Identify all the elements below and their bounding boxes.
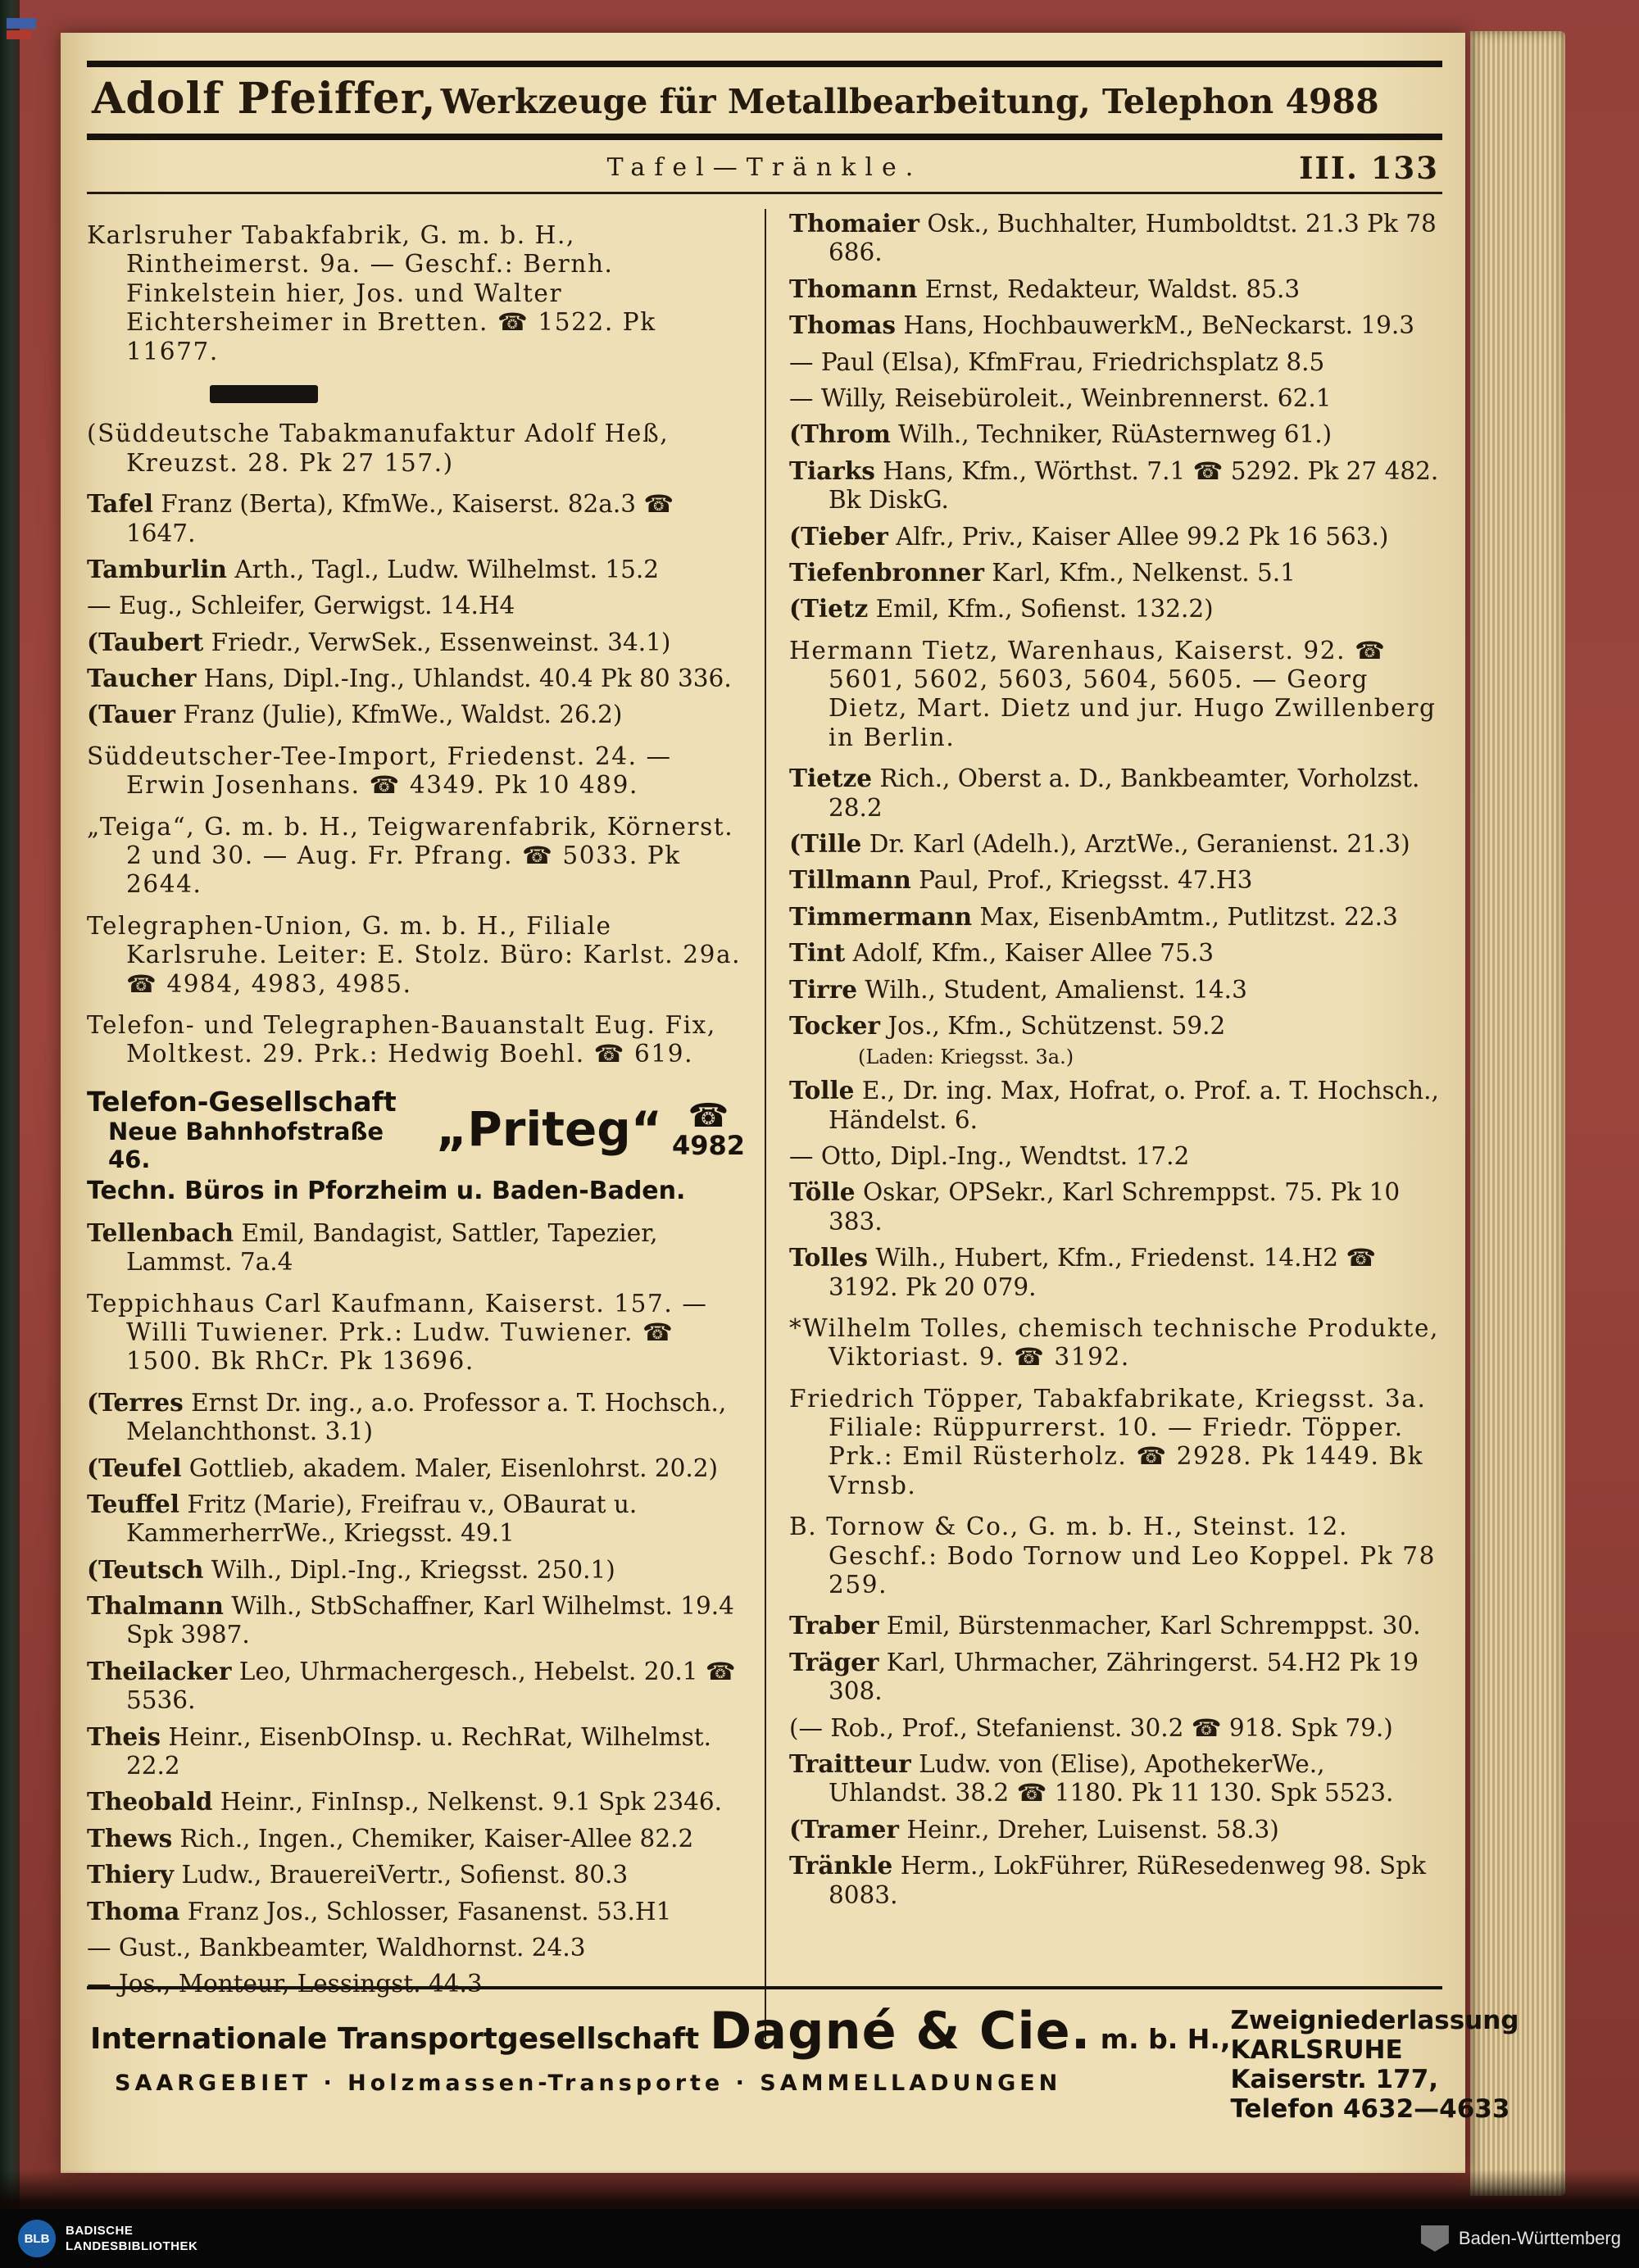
page-number: III. 133: [1299, 150, 1439, 186]
entry-text: Süddeutscher-Tee-Import, Friedenst. 24. — Erwin Josenhans. ☎ 4349. Pk 10 489.: [87, 742, 672, 800]
directory-entry: [789, 975, 1442, 1005]
surname: (Tille: [789, 829, 862, 859]
directory-entry: [789, 1749, 1442, 1808]
entry-text: Dr. Karl (Adelh.), ArztWe., Geranienst. 21.3): [861, 830, 1410, 859]
advert-brand: Dagné & Cie.: [709, 2001, 1092, 2061]
entry-text: Emil, Kfm., Sofienst. 132.2): [868, 595, 1214, 624]
entry-text: Herm., LokFührer, RüResedenweg 98. Spk 8083.: [829, 1852, 1427, 1909]
directory-entry: [87, 1454, 745, 1483]
directory-page: [61, 33, 1519, 2173]
directory-entry: [87, 555, 745, 584]
directory-entry: [789, 1713, 1442, 1743]
surname: Tint: [789, 938, 846, 968]
entry-list-right: [789, 209, 1442, 1910]
surname: (Taubert: [87, 627, 204, 656]
directory-entry: [789, 1648, 1442, 1707]
entry-text: — Otto, Dipl.-Ing., Wendtst. 17.2: [789, 1141, 1190, 1170]
directory-entry: [87, 1591, 745, 1650]
running-head: [87, 140, 1442, 194]
surname: Timmermann: [789, 901, 973, 931]
surname: Traber: [789, 1611, 879, 1640]
surname: Theilacker: [87, 1656, 232, 1685]
scan-footer: [0, 2209, 1639, 2268]
entry-text: Wilh., Student, Amalienst. 14.3: [857, 975, 1247, 1004]
entry-text: — Jos., Monteur, Lessingst. 44.3: [87, 1970, 483, 1998]
priteg-brand: „Priteg“: [436, 1101, 662, 1158]
bottom-advert-line1: [90, 2001, 1231, 2061]
directory-entry: [87, 700, 745, 729]
entry-text: Leo, Uhrmachergesch., Hebelst. 20.1 ☎ 5536.: [126, 1657, 736, 1715]
priteg-phone: [671, 1097, 745, 1162]
directory-entry: [789, 829, 1442, 859]
surname: Tirre: [789, 974, 858, 1004]
entry-text: Hermann Tietz, Warenhaus, Kaiserst. 92. ☎ 5601, 5602, 5603, 5604, 5605. — Georg Dietz, Mart. Dietz und jur. Hugo Zwillenberg in Berlin.: [789, 636, 1437, 751]
entry-text: Telefon- und Telegraphen-Bauanstalt Eug. Fix, Moltkest. 29. Prk.: Hedwig Boehl. ☎ 619.: [87, 1010, 716, 1068]
surname: (Tietz: [789, 594, 869, 624]
directory-entry: [789, 1011, 1442, 1041]
directory-entry: [87, 1010, 745, 1069]
directory-entry: [87, 591, 745, 620]
surname: Tafel: [87, 489, 153, 519]
entry-text: Wilh., Dipl.-Ing., Kriegsst. 250.1): [203, 1555, 615, 1584]
directory-entry: [789, 347, 1442, 377]
directory-entry: [87, 1555, 745, 1585]
phone-icon: ☎: [688, 1097, 729, 1136]
left-column: [87, 209, 765, 2041]
entry-text: Heinr., FinInsp., Nelkenst. 9.1 Spk 2346.: [212, 1788, 722, 1817]
book-spine: [0, 0, 20, 2268]
entry-text: Friedr., VerwSek., Essenweinst. 34.1): [203, 628, 671, 656]
entry-text: Heinr., Dreher, Luisenst. 58.3): [898, 1815, 1279, 1844]
page-content: [61, 33, 1519, 2173]
entry-text: — Eug., Schleifer, Gerwigst. 14.H4: [87, 592, 515, 620]
advert-branch: Zweigniederlassung KARLSRUHE: [1230, 2006, 1519, 2065]
directory-entry: [789, 1611, 1442, 1640]
library-name-line1: BADISCHE: [66, 2223, 134, 2238]
entry-list-left-bottom: [87, 1218, 745, 1999]
directory-entry: [789, 558, 1442, 587]
entry-text: E., Dr. ing. Max, Hofrat, o. Prof. a. T. Hochsch., Händelst. 6.: [829, 1077, 1439, 1134]
directory-entry: [87, 1722, 745, 1781]
surname: (Tramer: [789, 1814, 899, 1844]
entry-text: Hans, Kfm., Wörthst. 7.1 ☎ 5292. Pk 27 482. Bk DiskG.: [829, 456, 1439, 515]
directory-entry: [87, 1933, 745, 1962]
directory-entry: [789, 383, 1442, 413]
state-branding: [1421, 2225, 1621, 2252]
entry-text: Franz Jos., Schlosser, Fasanenst. 53.H1: [179, 1897, 672, 1926]
directory-entry: [789, 420, 1442, 449]
surname: Taucher: [87, 664, 197, 693]
entry-text: Karlsruher Tabakfabrik, G. m. b. H., Rintheimerst. 9a. — Geschf.: Bernh. Finkelstein hier, Jos. und Walter Eichtersheimer in Bretten. ☎ 1522. Pk 11677.: [87, 221, 656, 365]
directory-entry: [789, 636, 1442, 753]
name-range: Tafel—Tränkle.: [606, 153, 923, 182]
library-name-line2: LANDESBIBLIOTHEK: [66, 2239, 198, 2253]
directory-entry: [789, 311, 1442, 340]
entry-text: (Süddeutsche Tabakmanufaktur Adolf Heß, Kreuzst. 28. Pk 27 157.): [87, 420, 670, 477]
directory-entry: [789, 1243, 1442, 1302]
surname: Tocker: [789, 1010, 880, 1040]
entry-text: Paul, Prof., Kriegsst. 47.H3: [910, 866, 1253, 895]
directory-entry: [789, 865, 1442, 895]
advert-text: Werkzeuge für Metallbearbeitung, Telephon 4988: [440, 82, 1379, 121]
entry-text: — Willy, Reisebüroleit., Weinbrennerst. 62.1: [789, 383, 1332, 412]
surname: Tölle: [789, 1177, 856, 1207]
surname: Theis: [87, 1721, 161, 1751]
surname: (Teutsch: [87, 1554, 204, 1584]
surname: Tiefenbronner: [789, 557, 984, 587]
directory-entry: [87, 220, 745, 366]
blb-logo-text: BLB: [24, 2231, 50, 2246]
entry-text: Franz (Julie), KfmWe., Waldst. 26.2): [175, 701, 623, 729]
priteg-branches: Techn. Büros in Pforzheim u. Baden-Baden.: [87, 1176, 686, 1205]
surname: Thomaier: [789, 209, 919, 238]
surname: Thalmann: [87, 1591, 224, 1621]
entry-text: Arth., Tagl., Ludw. Wilhelmst. 15.2: [226, 555, 660, 583]
surname: Tolles: [789, 1243, 869, 1272]
entry-text: (Laden: Kriegsst. 3a.): [858, 1046, 1074, 1069]
entry-text: — Gust., Bankbeamter, Waldhornst. 24.3: [87, 1933, 586, 1962]
entry-list-left-top: [87, 220, 745, 1069]
surname: Thiery: [87, 1860, 175, 1889]
directory-entry: [789, 522, 1442, 551]
directory-entry: [87, 1218, 745, 1277]
entry-text: Emil, Bandagist, Sattler, Tapezier, Lammst. 7a.4: [126, 1218, 658, 1277]
surname: Thomann: [789, 274, 918, 303]
directory-entry: [87, 1897, 745, 1926]
entry-text: Ernst Dr. ing., a.o. Professor a. T. Hochsch., Melanchthonst. 3.1): [126, 1388, 727, 1446]
state-name: Baden-Württemberg: [1458, 2228, 1621, 2248]
directory-entry: [789, 274, 1442, 304]
directory-columns: [87, 194, 1442, 2041]
entry-text: B. Tornow & Co., G. m. b. H., Steinst. 12. Geschf.: Bodo Tornow und Leo Koppel. Pk 78 259.: [789, 1513, 1437, 1599]
entry-text: Gottlieb, akadem. Maler, Eisenlohrst. 20.2): [181, 1454, 719, 1482]
entry-text: *Wilhelm Tolles, chemisch technische Produkte, Viktoriast. 9. ☎ 3192.: [789, 1313, 1439, 1372]
directory-entry: [789, 1177, 1442, 1236]
directory-entry: [789, 1851, 1442, 1910]
bottom-advert: [87, 1986, 1519, 2134]
directory-entry: [87, 489, 745, 548]
directory-entry: [789, 594, 1442, 624]
surname: (Tieber: [789, 521, 888, 551]
directory-entry: [87, 742, 745, 801]
advert-services: SAARGEBIET · Holzmassen-Transporte · SAMMELLADUNGEN: [115, 2071, 1062, 2096]
entry-text: Osk., Buchhalter, Humboldtst. 21.3 Pk 78 686.: [829, 210, 1437, 267]
directory-entry: [789, 1384, 1442, 1501]
library-branding: [18, 2220, 197, 2257]
surname: (Teufel: [87, 1453, 182, 1482]
entry-text: Teppichhaus Carl Kaufmann, Kaiserst. 157. — Willi Tuwiener. Prk.: Ludw. Tuwiener. ☎ 1500. Bk RhCr. Pk 13696.: [87, 1289, 708, 1376]
entry-text: Fritz (Marie), Freifrau v., OBaurat u. KammerherrWe., Kriegsst. 49.1: [126, 1490, 638, 1548]
entry-text: Wilh., Hubert, Kfm., Friedenst. 14.H2 ☎ 3192. Pk 20 079.: [829, 1244, 1377, 1301]
library-name: [66, 2223, 197, 2255]
directory-entry: [87, 812, 745, 900]
directory-entry: [789, 1815, 1442, 1844]
directory-entry: [789, 1313, 1442, 1372]
entry-text: Wilh., Techniker, RüAsternweg 61.): [890, 420, 1333, 449]
priteg-advert: [87, 1086, 745, 1205]
entry-text: — Paul (Elsa), KfmFrau, Friedrichsplatz 8.5: [789, 347, 1325, 376]
directory-entry: [87, 628, 745, 657]
surname: Träger: [789, 1647, 879, 1676]
directory-entry: [87, 1388, 745, 1447]
entry-text: Hans, Dipl.-Ing., Uhlandst. 40.4 Pk 80 336.: [196, 665, 732, 693]
surname: Tiarks: [789, 456, 875, 485]
directory-entry: [789, 1141, 1442, 1171]
entry-text: Ludw. von (Elise), ApothekerWe., Uhlandst. 38.2 ☎ 1180. Pk 11 130. Spk 5523.: [829, 1749, 1394, 1808]
page-edges: [1470, 31, 1565, 2196]
surname: Traitteur: [789, 1749, 911, 1778]
surname: Thomas: [789, 311, 897, 340]
entry-text: Rich., Ingen., Chemiker, Kaiser-Allee 82.2: [172, 1824, 694, 1853]
advert-intro: Internationale Transportgesellschaft: [90, 2022, 710, 2056]
surname: Tolle: [789, 1076, 855, 1105]
entry-text: Karl, Uhrmacher, Zähringerst. 54.H2 Pk 19 308.: [829, 1648, 1419, 1706]
directory-entry: [87, 419, 745, 478]
entry-text: Franz (Berta), KfmWe., Kaiserst. 82a.3 ☎ 1647.: [126, 490, 674, 547]
directory-entry: [789, 1076, 1442, 1135]
entry-text: (— Rob., Prof., Stefanienst. 30.2 ☎ 918. Spk 79.): [789, 1713, 1393, 1742]
surname: Tietze: [789, 764, 873, 793]
entry-text: Hans, HochbauwerkM., BeNeckarst. 19.3: [896, 311, 1415, 340]
entry-text: Alfr., Priv., Kaiser Allee 99.2 Pk 16 563.): [888, 522, 1389, 551]
directory-entry: [789, 764, 1442, 823]
directory-entry: [789, 456, 1442, 515]
entry-text: Emil, Bürstenmacher, Karl Schremppst. 30.: [879, 1612, 1421, 1640]
surname: Theobald: [87, 1787, 213, 1817]
entry-text: Max, EisenbAmtm., Putlitzst. 22.3: [972, 902, 1398, 931]
entry-text: Telegraphen-Union, G. m. b. H., Filiale Karlsruhe. Leiter: E. Stolz. Büro: Karlst. 29a. ☎ 4984, 4983, 4985.: [87, 911, 742, 998]
entry-text: Wilh., StbSchaffner, Karl Wilhelmst. 19.4 Spk 3987.: [126, 1592, 734, 1649]
surname: (Tauer: [87, 700, 175, 729]
directory-entry: [789, 1046, 1442, 1069]
directory-entry: [789, 1512, 1442, 1599]
directory-entry: [87, 1490, 745, 1549]
entry-text: Oskar, OPSekr., Karl Schremppst. 75. Pk 10 383.: [829, 1178, 1401, 1236]
surname: Tränkle: [789, 1851, 893, 1880]
directory-entry: [87, 1657, 745, 1716]
entry-text: Ludw., BrauereiVertr., Sofienst. 80.3: [174, 1861, 629, 1889]
surname: Tamburlin: [87, 554, 227, 583]
surname: Tillmann: [789, 865, 911, 895]
directory-entry: [87, 911, 745, 999]
entry-text: Ernst, Redakteur, Waldst. 85.3: [917, 274, 1301, 303]
top-advert: [87, 61, 1442, 140]
directory-entry: [789, 209, 1442, 268]
bottom-advert-left: [90, 2001, 1231, 2127]
priteg-phone-number: 4982: [671, 1130, 745, 1162]
right-column: [765, 209, 1442, 2041]
priteg-company: Telefon-Gesellschaft: [87, 1085, 397, 1118]
advert-contact: Kaiserstr. 177, Telefon 4632—4633: [1230, 2065, 1510, 2124]
entry-text: „Teiga“, G. m. b. H., Teigwarenfabrik, Körnerst. 2 und 30. — Aug. Fr. Pfrang. ☎ 5033. Pk 2644.: [87, 812, 734, 899]
advert-suffix: m. b. H.,: [1091, 2023, 1231, 2055]
directory-entry: [87, 1787, 745, 1817]
entry-text: Adolf, Kfm., Kaiser Allee 75.3: [845, 939, 1214, 968]
entry-text: Friedrich Töpper, Tabakfabrikate, Kriegsst. 3a. Filiale: Rüppurrerst. 10. — Friedr. Töpper. Prk.: Emil Rüsterholz. ☎ 2928. Pk 1449. Bk Vrnsb.: [789, 1384, 1427, 1499]
surname: (Terres: [87, 1387, 184, 1417]
bottom-advert-right: [1231, 2001, 1519, 2127]
directory-entry: [789, 938, 1442, 968]
blb-logo: [18, 2220, 56, 2257]
surname: Thoma: [87, 1896, 180, 1926]
directory-entry: [87, 664, 745, 693]
surname: Thews: [87, 1823, 173, 1853]
directory-entry: [87, 1824, 745, 1853]
surname: Tellenbach: [87, 1218, 234, 1247]
entry-text: Jos., Kfm., Schützenst. 59.2: [879, 1011, 1226, 1040]
priteg-address: Neue Bahnhofstraße 46.: [108, 1117, 384, 1173]
book-shadow: [0, 2170, 1639, 2209]
advertiser-name: Adolf Pfeiffer,: [92, 74, 437, 124]
directory-entry: [87, 1289, 745, 1377]
directory-entry: [87, 1860, 745, 1889]
directory-entry: [789, 902, 1442, 932]
redaction-mark: [87, 378, 745, 407]
entry-text: Heinr., EisenbOInsp. u. RechRat, Wilhelmst. 22.2: [126, 1722, 711, 1780]
surname: (Throm: [789, 420, 891, 449]
surname: Teuffel: [87, 1489, 179, 1518]
entry-text: Rich., Oberst a. D., Bankbeamter, Vorholzst. 28.2: [829, 764, 1420, 822]
baden-wuerttemberg-coat-of-arms-icon: [1421, 2225, 1449, 2252]
red-ribbon: [7, 30, 31, 39]
entry-text: Karl, Kfm., Nelkenst. 5.1: [983, 558, 1296, 587]
blue-ribbon: [7, 18, 36, 29]
